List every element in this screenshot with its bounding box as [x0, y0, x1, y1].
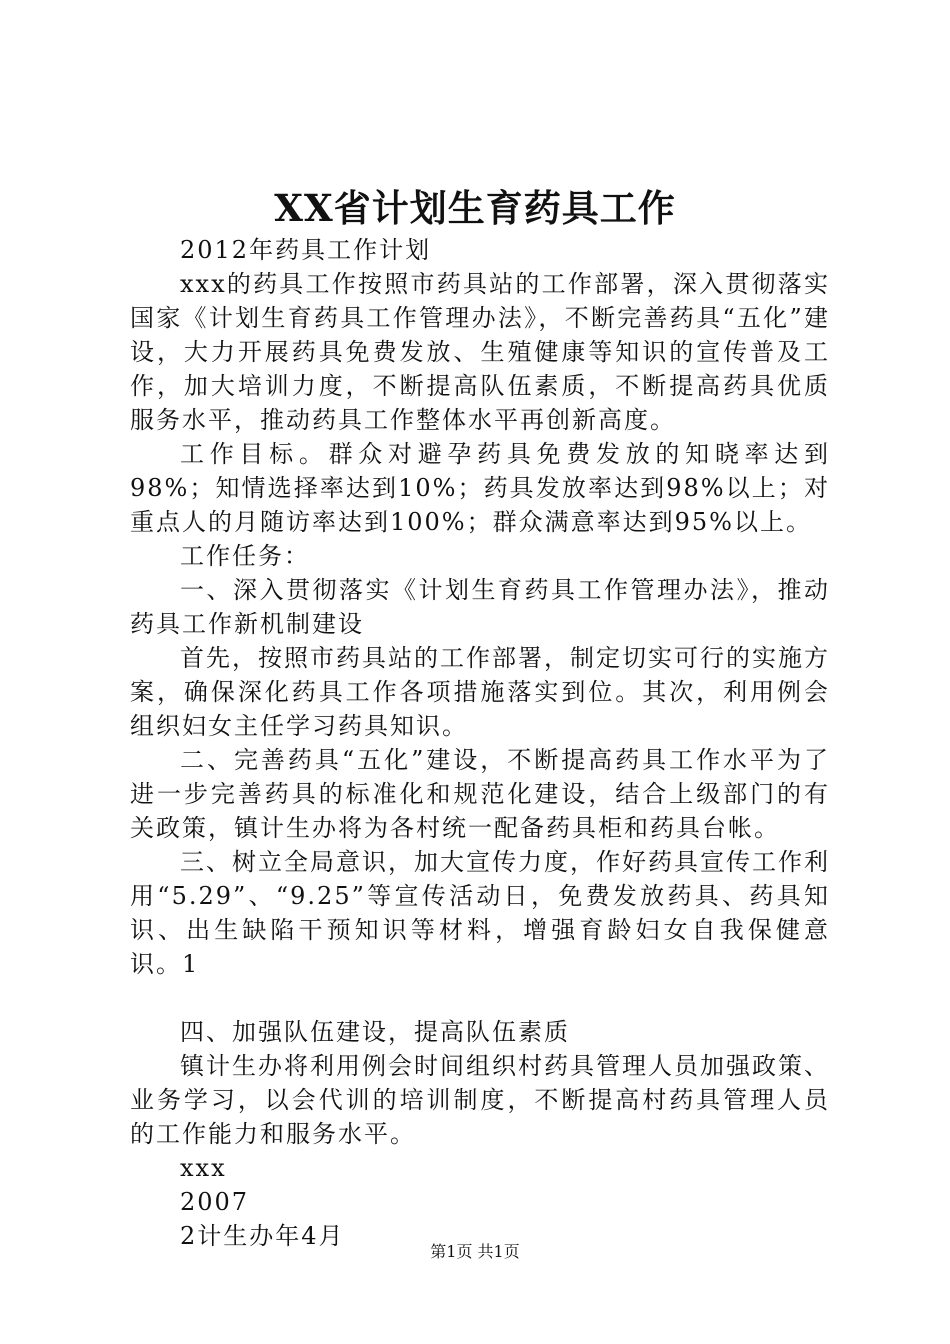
task-three-paragraph: 三、树立全局意识，加大宣传力度，作好药具宣传工作利用“5.29”、“9.25”等宣传活动日，免费发放药具、药具知识、出生缺陷干预知识等材料，增强育龄妇女自我保健意识。1 — [130, 848, 830, 978]
signature-year: 2007 — [180, 1188, 250, 1216]
page-footer: 第1页 共1页 — [430, 1242, 520, 1261]
paragraph-gap — [130, 981, 830, 1015]
task-four-heading: 四、加强队伍建设，提高队伍素质 — [180, 1018, 570, 1046]
task-one-heading: 一、深入贯彻落实《计划生育药具工作管理办法》，推动药具工作新机制建设 — [130, 576, 830, 638]
plan-heading: 2012年药具工作计划 — [180, 236, 432, 264]
document-body — [130, 233, 830, 1253]
signature-date: 2计生办年4月 — [180, 1222, 345, 1250]
signature-name: xxx — [180, 1154, 227, 1182]
tasks-heading: 工作任务： — [180, 542, 310, 570]
task-one-paragraph: 首先，按照市药具站的工作部署，制定切实可行的实施方案，确保深化药具工作各项措施落实到位。其次，利用例会组织妇女主任学习药具知识。 — [130, 644, 830, 740]
intro-paragraph: xxx的药具工作按照市药具站的工作部署，深入贯彻落实国家《计划生育药具工作管理办法》，不断完善药具“五化”建设，大力开展药具免费发放、生殖健康等知识的宣传普及工作，加大培训力度，不断提高队伍素质，不断提高药具优质服务水平，推动药具工作整体水平再创新高度。 — [130, 270, 830, 434]
goals-paragraph: 工作目标。群众对避孕药具免费发放的知晓率达到98%；知情选择率达到10%；药具发放率达到98%以上；对重点人的月随访率达到100%；群众满意率达到95%以上。 — [130, 440, 830, 536]
task-two-paragraph: 二、完善药具“五化”建设，不断提高药具工作水平为了进一步完善药具的标准化和规范化建设，结合上级部门的有关政策，镇计生办将为各村统一配备药具柜和药具台帐。 — [130, 746, 830, 842]
task-four-paragraph: 镇计生办将利用例会时间组织村药具管理人员加强政策、业务学习，以会代训的培训制度，不断提高村药具管理人员的工作能力和服务水平。 — [130, 1052, 830, 1148]
document-title: XX省计划生育药具工作 — [274, 186, 676, 230]
